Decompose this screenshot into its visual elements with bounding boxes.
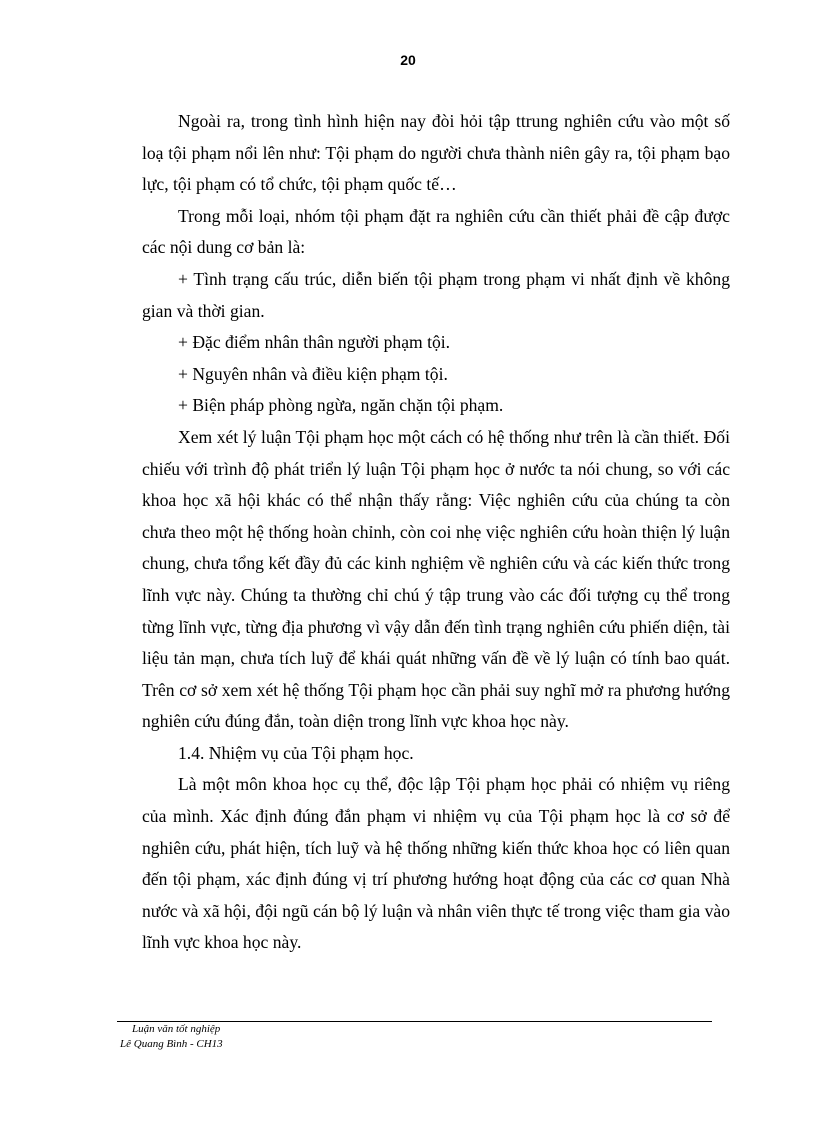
document-body bbox=[142, 106, 730, 959]
list-item-structure: + Tình trạng cấu trúc, diễn biến tội phạm trong phạm vi nhất định về không gian và thời gian. bbox=[142, 268, 730, 321]
paragraph-theory-review: Xem xét lý luận Tội phạm học một cách có hệ thống như trên là cần thiết. Đối chiếu với trình độ phát triển lý luận Tội phạm học ở nước ta nói chung, so với các khoa học xã hội khác có thể nhận thấy rằng: Việc nghiên cứu của chúng ta còn chưa theo một hệ thống hoàn chỉnh, còn coi nhẹ việc nghiên cứu hoàn thiện lý luận chung, chưa tổng kết đầy đủ các kinh nghiệm về nghiên cứu và các kiến thức trong lĩnh vực này. Chúng ta thường chỉ chú ý tập trung vào các đối tượng cụ thể trong từng lĩnh vực, từng địa phương vì vậy dẫn đến tình trạng nghiên cứu phiến diện, tài liệu tản mạn, chưa tích luỹ để khái quát những vấn đề về lý luận có tính bao quát. Trên cơ sở xem xét hệ thống Tội phạm học cần phải suy nghĩ mở ra phương hướng nghiên cứu đúng đắn, toàn diện trong lĩnh vực khoa học này. bbox=[142, 426, 730, 732]
page-footer bbox=[120, 1022, 223, 1052]
page-number: 20 bbox=[400, 52, 416, 68]
footer-thesis-label: Luận văn tốt nghiệp bbox=[132, 1023, 221, 1035]
section-heading: 1.4. Nhiệm vụ của Tội phạm học. bbox=[178, 742, 414, 763]
paragraph-tasks: Là một môn khoa học cụ thể, độc lập Tội phạm học phải có nhiệm vụ riêng của mình. Xác định đúng đắn phạm vi nhiệm vụ của Tội phạm học là cơ sở để nghiên cứu, phát hiện, tích luỹ và hệ thống những kiến thức khoa học có liên quan đến tội phạm, xác định đúng vị trí phương hướng hoạt động của các cơ quan Nhà nước và xã hội, đội ngũ cán bộ lý luận và nhân viên thực tế trong việc tham gia vào lĩnh vực khoa học này. bbox=[142, 774, 730, 953]
paragraph-research-content: Trong mỗi loại, nhóm tội phạm đặt ra nghiên cứu cần thiết phải đề cập được các nội dung cơ bản là: bbox=[142, 205, 730, 258]
paragraph-intro-crime-types: Ngoài ra, trong tình hình hiện nay đòi hỏi tập ttrung nghiên cứu vào một số loạ tội phạm nổi lên như: Tội phạm do người chưa thành niên gây ra, tội phạm bạo lực, tội phạm có tổ chức, tội phạm quốc tế… bbox=[142, 111, 730, 195]
footer-author: Lê Quang Bình - CH13 bbox=[120, 1038, 223, 1050]
list-item-causes: + Nguyên nhân và điều kiện phạm tội. bbox=[178, 363, 448, 384]
list-item-prevention: + Biện pháp phòng ngừa, ngăn chặn tội phạm. bbox=[178, 395, 504, 416]
list-item-offender-traits: + Đặc điểm nhân thân người phạm tội. bbox=[178, 332, 451, 353]
